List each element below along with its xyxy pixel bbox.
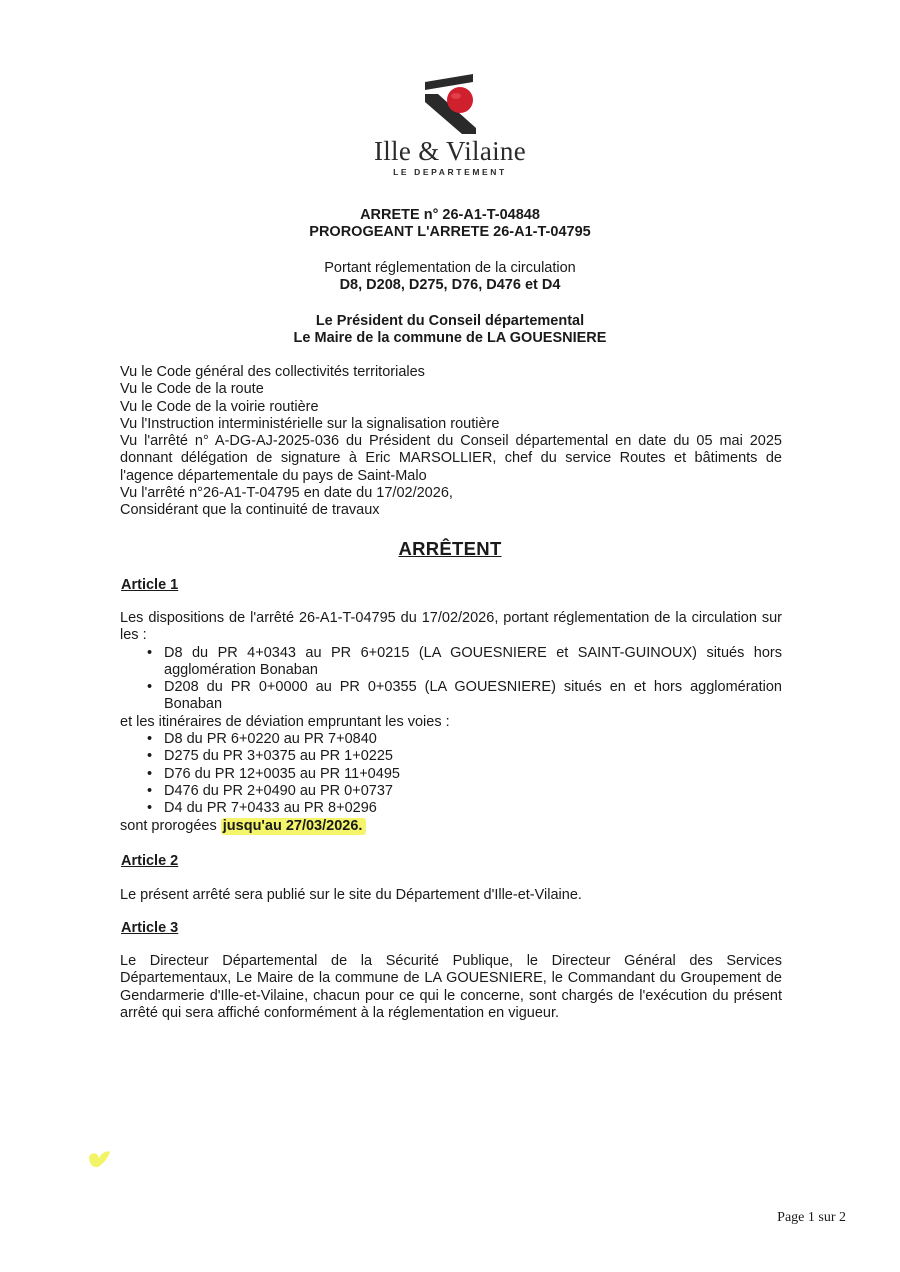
article-1-intro: Les dispositions de l'arrêté 26-A1-T-04795 du 17/02/2026, portant réglementation de la circulation sur les :	[120, 610, 782, 644]
deviation-intro: et les itinéraires de déviation empruntant les voies :	[120, 713, 450, 730]
page-number: Page 1 sur 2	[777, 1210, 846, 1225]
arretent-heading: ARRÊTENT	[398, 538, 502, 559]
ille-et-vilaine-emblem-icon	[420, 72, 480, 134]
authority-president: Le Président du Conseil départemental	[315, 313, 585, 329]
article-3-text: Le Directeur Départemental de la Sécurité Publique, le Directeur Général des Services Départementaux, Le Maire de la commune de LA GOUESNIERE, le Commandant du Groupement de Gendarmerie d'Ille-et-Vilaine, chacun pour ce qui le concerne, sont chargés de l'exécution du présent arrêté qui sera affiché conformément à la réglementation en vigueur.	[120, 953, 782, 1021]
deviation-roads-list	[120, 731, 782, 817]
visa-previous-arrete: Vu l'arrêté n°26-A1-T-04795 en date du 17/02/2026,	[120, 485, 453, 502]
list-item: • D8 du PR 6+0220 au PR 7+0840	[164, 731, 782, 748]
article-1-title: Article 1	[121, 577, 179, 593]
authority-mayor: Le Maire de la commune de LA GOUESNIERE	[293, 330, 607, 346]
visa-line: Vu le Code de la route	[120, 381, 264, 398]
considering-line: Considérant que la continuité de travaux	[120, 502, 380, 519]
visas-section	[120, 364, 782, 520]
article-2-text: Le présent arrêté sera publié sur le site du Département d'Ille-et-Vilaine.	[120, 887, 582, 903]
roads-list: D8, D208, D275, D76, D476 et D4	[339, 277, 561, 293]
visa-line: Vu le Code de la voirie routière	[120, 398, 319, 415]
subject-line: Portant réglementation de la circulation	[324, 260, 576, 276]
visa-line: Vu le Code général des collectivités territoriales	[120, 364, 425, 380]
main-roads-list	[120, 645, 782, 714]
highlighted-deadline: jusqu'au 27/03/2026.	[221, 818, 367, 835]
prorogation-title: PROROGEANT L'ARRETE 26-A1-T-04795	[309, 224, 591, 240]
list-item: • D76 du PR 12+0035 au PR 11+0495	[164, 766, 782, 783]
article-3-title: Article 3	[121, 920, 179, 936]
list-item: • D476 du PR 2+0490 au PR 0+0737	[164, 783, 782, 800]
logo-subtitle: LE DEPARTEMENT	[393, 167, 507, 177]
visa-line: Vu l'Instruction interministérielle sur la signalisation routière	[120, 415, 500, 432]
conclusion-prefix: sont prorogées	[120, 817, 217, 834]
list-item: • D208 du PR 0+0000 au PR 0+0355 (LA GOUESNIERE) situés en et hors agglomération Bonaban	[164, 679, 782, 714]
highlighter-mark-icon	[86, 1148, 112, 1170]
visa-delegation: Vu l'arrêté n° A-DG-AJ-2025-036 du Président du Conseil départemental en date du 05 mai 2025 donnant délégation de signature à Eric MARSOLLIER, chef du service Routes et bâtiments de l'agence départementale du pays de Saint-Malo	[120, 433, 782, 484]
department-logo	[365, 72, 535, 177]
logo-name: Ille & Vilaine	[373, 136, 527, 166]
article-1-body	[120, 610, 782, 835]
list-item: • D4 du PR 7+0433 au PR 8+0296	[164, 800, 782, 817]
arrete-number: ARRETE n° 26-A1-T-04848	[360, 207, 540, 223]
article-1-conclusion	[120, 818, 782, 835]
list-item: • D8 du PR 4+0343 au PR 6+0215 (LA GOUESNIERE et SAINT-GUINOUX) situés hors agglomération Bonaban	[164, 645, 782, 680]
list-item: • D275 du PR 3+0375 au PR 1+0225	[164, 748, 782, 765]
article-2-title: Article 2	[121, 853, 179, 869]
